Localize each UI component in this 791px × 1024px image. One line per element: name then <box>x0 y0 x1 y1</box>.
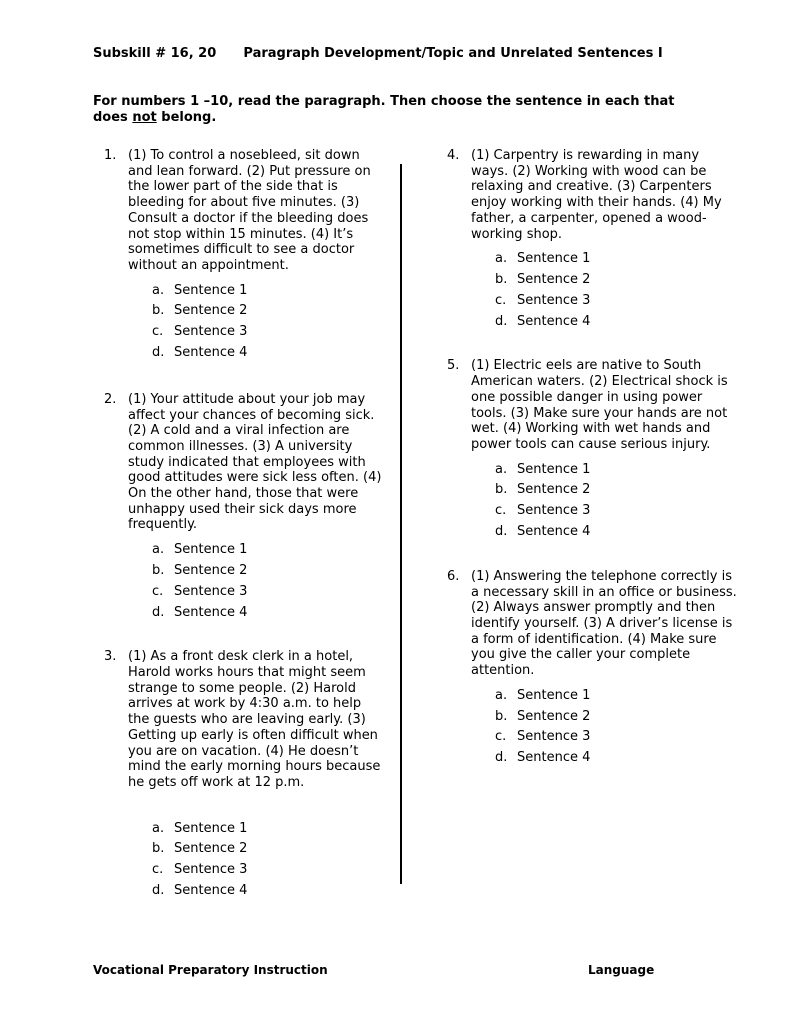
option-letter: c. <box>495 292 507 308</box>
option-label: Sentence 3 <box>517 729 591 745</box>
answer-options <box>471 460 737 543</box>
question-number: 1. <box>104 148 117 163</box>
question-paragraph: (1) As a front desk clerk in a hotel, Harold works hours that might seem strange to some people. (2) Harold arrives at work by 4:30 a.m. to help the guests who are leaving early. (3) Getting up early is often difficult when you are on vacation. (4) He doesn’t mind the early morning hours because he gets off work at 12 p.m. <box>128 649 381 790</box>
option-d[interactable] <box>152 343 384 364</box>
option-letter: b. <box>152 303 165 319</box>
option-label: Sentence 1 <box>517 687 591 703</box>
option-letter: a. <box>152 820 165 836</box>
option-label: Sentence 4 <box>517 524 591 540</box>
option-label: Sentence 3 <box>174 583 248 599</box>
instructions-end: belong. <box>156 110 217 125</box>
option-d[interactable] <box>495 748 737 769</box>
option-label: Sentence 2 <box>517 272 591 288</box>
option-label: Sentence 3 <box>517 503 591 519</box>
option-letter: b. <box>152 562 165 578</box>
question-number: 3. <box>104 649 117 665</box>
question-5 <box>447 358 737 542</box>
option-letter: b. <box>495 482 508 498</box>
question-1 <box>104 148 384 364</box>
option-b[interactable] <box>495 707 737 728</box>
option-c[interactable] <box>152 322 384 343</box>
question-number: 2. <box>104 391 117 407</box>
page-heading <box>93 46 663 61</box>
answer-options <box>471 249 737 332</box>
option-letter: b. <box>495 708 508 724</box>
question-paragraph: (1) Your attitude about your job may affect your chances of becoming sick. (2) A cold and a viral infection are common illnesses. (3) A university study indicated that employees with good attitudes were sick less often. (4) On the other hand, those that were unhappy used their sick days more frequently. <box>128 391 382 533</box>
instructions <box>93 94 713 126</box>
option-label: Sentence 4 <box>174 604 248 620</box>
question-paragraph: (1) To control a nosebleed, sit down and lean forward. (2) Put pressure on the lower part of the side that is bleeding for about five minutes. (3) Consult a doctor if the bleeding does not stop within 15 minutes. (4) It’s sometimes difficult to see a doctor without an appointment. <box>128 148 371 273</box>
option-label: Sentence 4 <box>174 345 248 361</box>
option-label: Sentence 1 <box>174 542 248 558</box>
right-column <box>447 148 737 769</box>
option-label: Sentence 2 <box>517 482 591 498</box>
option-letter: a. <box>152 542 165 558</box>
option-label: Sentence 4 <box>517 750 591 766</box>
answer-options <box>128 819 384 902</box>
option-label: Sentence 1 <box>517 461 591 477</box>
option-b[interactable] <box>152 301 384 322</box>
question-2 <box>104 392 384 624</box>
instructions-text: For numbers 1 –10, read the paragraph. Then choose the sentence in each that does <box>93 94 675 125</box>
option-a[interactable] <box>495 686 737 707</box>
option-label: Sentence 3 <box>174 862 248 878</box>
subskill-label: Subskill # 16, 20 <box>93 46 217 61</box>
option-b[interactable] <box>495 270 737 291</box>
question-number: 5. <box>447 358 460 374</box>
option-letter: b. <box>495 272 508 288</box>
option-label: Sentence 1 <box>174 820 248 836</box>
question-paragraph: (1) Carpentry is rewarding in many ways. (2) Working with wood can be relaxing and creative. (3) Carpenters enjoy working with their hands. (4) My father, a carpenter, opened a wood-working shop. <box>471 148 722 242</box>
answer-options <box>471 686 737 769</box>
option-d[interactable] <box>152 881 384 902</box>
column-divider <box>400 164 402 884</box>
page-title: Paragraph Development/Topic and Unrelated Sentences I <box>243 46 663 61</box>
question-number: 4. <box>447 148 460 163</box>
footer-subject: Language <box>588 963 655 977</box>
option-label: Sentence 3 <box>517 292 591 308</box>
option-label: Sentence 4 <box>174 883 248 899</box>
option-label: Sentence 2 <box>174 303 248 319</box>
answer-options <box>128 540 384 623</box>
option-a[interactable] <box>152 540 384 561</box>
option-d[interactable] <box>152 603 384 624</box>
option-d[interactable] <box>495 522 737 543</box>
option-letter: a. <box>495 687 508 703</box>
option-letter: a. <box>495 251 508 267</box>
option-label: Sentence 1 <box>517 251 591 267</box>
option-letter: c. <box>495 503 507 519</box>
option-b[interactable] <box>495 480 737 501</box>
question-4 <box>447 148 737 332</box>
question-paragraph: (1) Electric eels are native to South American waters. (2) Electrical shock is one possible danger in using power tools. (3) Make sure your hands are not wet. (4) Working with wet hands and power tools can cause serious injury. <box>471 358 728 452</box>
option-letter: d. <box>152 345 165 361</box>
option-a[interactable] <box>495 460 737 481</box>
option-label: Sentence 3 <box>174 324 248 340</box>
option-letter: a. <box>152 282 165 298</box>
option-letter: d. <box>495 313 508 329</box>
question-number: 6. <box>447 568 460 584</box>
option-letter: b. <box>152 841 165 857</box>
option-d[interactable] <box>495 312 737 333</box>
question-3 <box>104 649 384 902</box>
option-letter: a. <box>495 461 508 477</box>
option-c[interactable] <box>495 501 737 522</box>
left-column <box>104 148 384 902</box>
footer-program: Vocational Preparatory Instruction <box>93 963 328 977</box>
option-letter: d. <box>152 883 165 899</box>
option-label: Sentence 2 <box>174 562 248 578</box>
option-a[interactable] <box>495 249 737 270</box>
option-a[interactable] <box>152 819 384 840</box>
option-letter: d. <box>152 604 165 620</box>
option-letter: c. <box>152 862 164 878</box>
option-letter: c. <box>495 729 507 745</box>
option-c[interactable] <box>495 291 737 312</box>
option-c[interactable] <box>495 727 737 748</box>
option-c[interactable] <box>152 582 384 603</box>
option-letter: d. <box>495 750 508 766</box>
option-letter: c. <box>152 583 164 599</box>
option-label: Sentence 4 <box>517 313 591 329</box>
option-label: Sentence 2 <box>517 708 591 724</box>
option-b[interactable] <box>152 839 384 860</box>
question-6 <box>447 569 737 769</box>
option-a[interactable] <box>152 281 384 302</box>
option-letter: c. <box>152 324 164 340</box>
option-label: Sentence 1 <box>174 282 248 298</box>
option-letter: d. <box>495 524 508 540</box>
option-c[interactable] <box>152 860 384 881</box>
question-paragraph: (1) Answering the telephone correctly is a necessary skill in an office or business. (2) Always answer promptly and then identify yourself. (3) A driver’s license is a form of identification. (4) Make sure you give the caller your complete attention. <box>471 568 737 679</box>
instructions-emphasis: not <box>132 110 157 125</box>
option-b[interactable] <box>152 561 384 582</box>
answer-options <box>128 281 384 364</box>
option-label: Sentence 2 <box>174 841 248 857</box>
